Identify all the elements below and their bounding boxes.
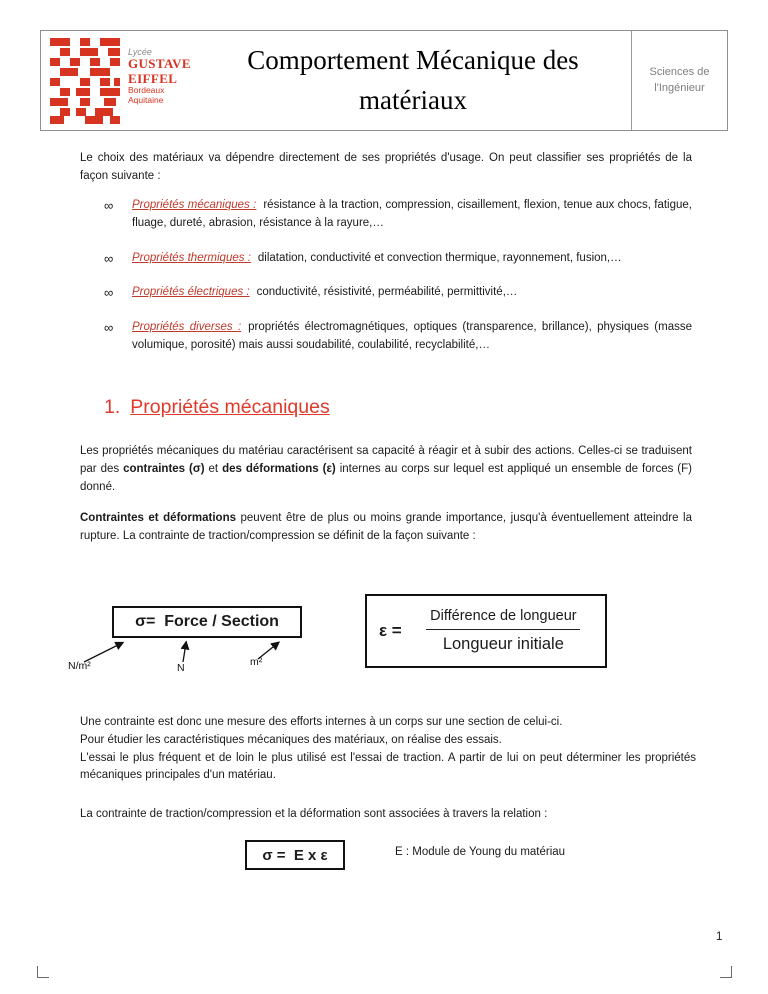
bullet-item-electrical <box>80 284 692 302</box>
bold-run-contraintes: contraintes (σ) <box>123 462 205 475</box>
text-run: et <box>204 462 223 475</box>
bullet-label: Propriétés électriques : <box>132 286 250 299</box>
bold-run-deformations: des déformations (ε) <box>222 462 336 475</box>
paragraph-rupture <box>80 510 692 546</box>
epsilon-lhs: ε = <box>379 621 402 640</box>
section-number: 1. <box>104 396 121 418</box>
school-type-label: Lycée <box>128 47 152 57</box>
formula-sigma-box: σ= Force / Section <box>112 606 302 638</box>
school-logo-pixel-icon <box>50 38 122 124</box>
section-1-heading <box>104 396 330 419</box>
unit-label-m2: m² <box>250 656 263 668</box>
bullet-text: résistance à la traction, compression, cisaillement, flexion, tenue aux chocs, fatigue, fluage, dureté, abrasion, résistance à la rayure,… <box>132 199 692 229</box>
paragraph-relation: La contrainte de traction/compression et la déformation sont associées à travers la relation : <box>80 808 548 820</box>
infinity-bullet-icon: ∞ <box>104 250 114 266</box>
subject-label: Sciences de l'Ingénieur <box>631 31 727 130</box>
school-city: Bordeaux <box>128 85 165 96</box>
infinity-bullet-icon: ∞ <box>104 320 114 336</box>
text-line: Pour étudier les caractéristiques mécaniques des matériaux, on réalise des essais. <box>80 733 502 746</box>
bullet-item-thermal <box>80 250 692 268</box>
bullet-text: conductivité, résistivité, perméabilité, permittivité,… <box>256 286 518 299</box>
unit-label-n: N <box>177 662 185 674</box>
bold-run-contraintes-deformations: Contraintes et déformations <box>80 512 236 524</box>
formula-hooke-box: σ = E x ε <box>245 840 345 870</box>
page-number: 1 <box>716 931 723 943</box>
infinity-bullet-icon: ∞ <box>104 285 114 301</box>
document-header <box>40 30 728 131</box>
bullet-label: Propriétés thermiques : <box>132 251 251 264</box>
school-name-line2: EIFFEL <box>128 70 178 86</box>
corner-mark-bottom-left <box>37 966 49 978</box>
fraction-numerator: Différence de longueur <box>430 608 577 624</box>
school-logo-text <box>128 47 191 105</box>
text-line: Une contrainte est donc une mesure des efforts internes à un corps sur une section de celui-ci. <box>80 716 563 728</box>
bullet-label: Propriétés mécaniques : <box>132 199 257 211</box>
bullet-text: dilatation, conductivité et convection thermique, rayonnement, fusion,… <box>257 251 622 264</box>
text-line: L'essai le plus fréquent et de loin le plus utilisé est l'essai de traction. A partir de lui on peut déterminer les propriétés mécaniques principales d'un matériau. <box>80 751 696 782</box>
unit-arrows <box>62 640 302 664</box>
formula-cluster <box>0 592 768 688</box>
text-run: peuvent être de plus ou moins grande importance, jusqu'à éventuellement atteindre la rupture. La contrainte de traction/compression se définit de la façon suivante : <box>80 512 692 542</box>
paragraph-constraints-intro <box>80 443 692 496</box>
school-name-line1: GUSTAVE <box>128 56 192 72</box>
bullet-text: propriétés électromagnétiques, optiques (transparence, brillance), physiques (masse volumique, porosité) mais aussi soudabilité, coulabilité, recyclabilité,… <box>132 321 692 352</box>
bullet-item-mechanical <box>80 197 692 233</box>
young-modulus-caption: E : Module de Young du matériau <box>395 846 566 858</box>
intro-paragraph: Le choix des matériaux va dépendre directement de ses propriétés d'usage. On peut classifier ses propriétés de la façon suivante : <box>80 152 692 182</box>
bullet-item-misc <box>80 319 692 355</box>
fraction-denominator: Longueur initiale <box>442 635 564 653</box>
section-title: Propriétés mécaniques <box>130 396 330 418</box>
paragraph-essais <box>80 714 696 785</box>
document-title-cell <box>195 31 631 130</box>
infinity-bullet-icon: ∞ <box>104 198 114 213</box>
school-logo <box>41 31 195 130</box>
properties-bullet-list <box>80 197 692 372</box>
corner-mark-bottom-right <box>720 966 732 978</box>
formula-epsilon-box <box>365 594 607 668</box>
text-run: Les propriétés mécaniques du matériau caractérisent sa capacité à réagir et à subir des actions. Celles-ci se traduisent par des <box>80 445 692 475</box>
text-run: internes au corps sur lequel est appliqué un ensemble de forces (F) donné. <box>80 462 692 493</box>
school-region: Aquitaine <box>128 94 164 105</box>
unit-label-nm2: N/m² <box>68 660 91 672</box>
epsilon-fraction <box>412 608 595 654</box>
page-title: Comportement Mécanique des matériaux <box>247 45 579 115</box>
bullet-label: Propriétés diverses : <box>132 321 242 334</box>
